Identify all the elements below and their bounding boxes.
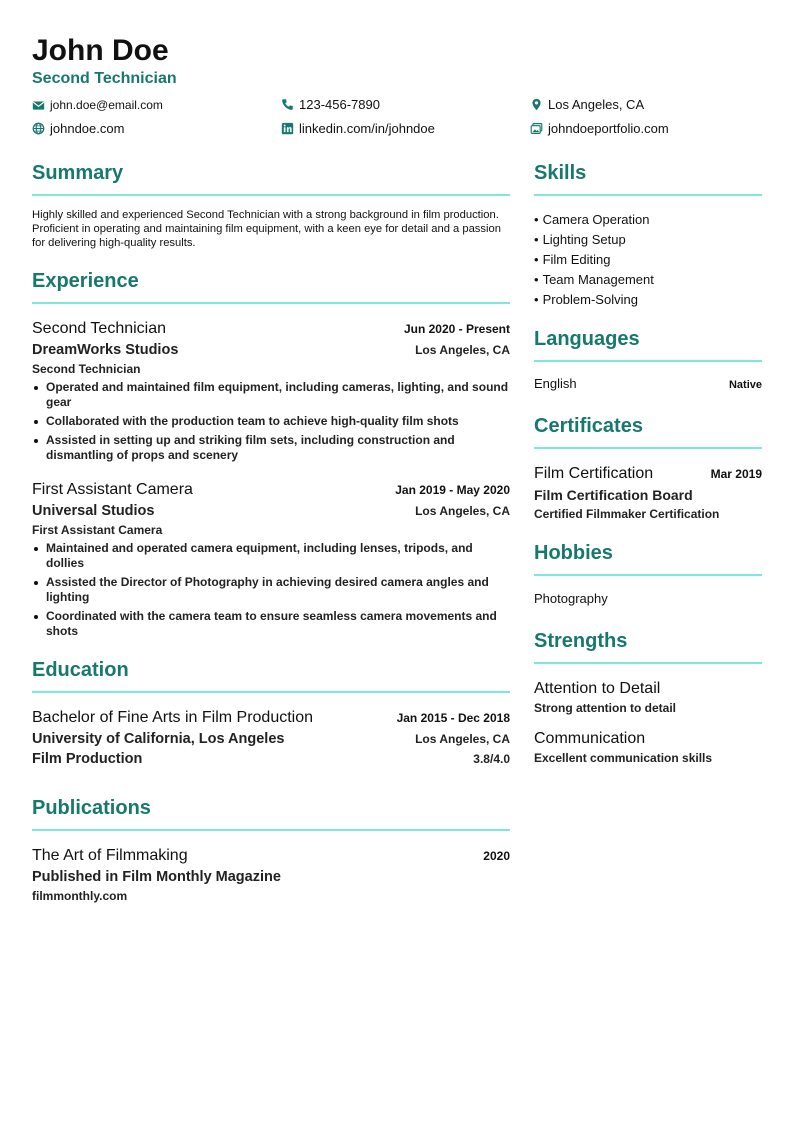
skill-item: • Lighting Setup: [534, 232, 626, 247]
strength-description: Strong attention to detail: [534, 701, 676, 715]
skill-item: • Team Management: [534, 272, 654, 287]
certificates-heading: Certificates: [534, 413, 762, 449]
job-bullets: [32, 380, 510, 463]
job-position: Second Technician: [32, 362, 141, 376]
field-of-study: Film Production: [32, 751, 143, 767]
portfolio-text: johndoeportfolio.com: [548, 121, 669, 136]
hobby-item: Photography: [534, 591, 608, 606]
job-date: Jan 2019 - May 2020: [395, 483, 510, 497]
strength-name: Attention to Detail: [534, 680, 661, 697]
linkedin-text: linkedin.com/in/johndoe: [299, 121, 435, 136]
experience-heading: Experience: [32, 268, 510, 304]
right-column: [534, 160, 762, 780]
skill-item: • Problem-Solving: [534, 292, 638, 307]
strengths-section: [534, 628, 762, 766]
skills-heading: Skills: [534, 160, 762, 196]
strengths-heading: Strengths: [534, 628, 762, 664]
skill-item: • Camera Operation: [534, 212, 650, 227]
job-bullet: Collaborated with the production team to achieve high-quality film shots: [32, 414, 510, 429]
education-date: Jan 2015 - Dec 2018: [396, 711, 510, 725]
education-heading: Education: [32, 657, 510, 693]
publication-year: 2020: [483, 849, 510, 863]
job-company: DreamWorks Studios: [32, 342, 179, 358]
contact-location: [530, 97, 644, 112]
job-position: First Assistant Camera: [32, 523, 163, 537]
job-location: Los Angeles, CA: [415, 504, 510, 518]
degree-name: Bachelor of Fine Arts in Film Production: [32, 709, 314, 726]
email-text: john.doe@email.com: [50, 98, 163, 112]
language-name: English: [534, 376, 577, 391]
language-item: [534, 376, 762, 391]
left-column: [32, 160, 510, 918]
job-title: First Assistant Camera: [32, 481, 193, 498]
school-location: Los Angeles, CA: [415, 732, 510, 746]
globe-icon: [32, 122, 45, 135]
experience-section: [32, 268, 510, 639]
job-bullet: Maintained and operated camera equipment, including lenses, tripods, and dollies: [32, 541, 510, 571]
certificate-issuer: Film Certification Board: [534, 487, 693, 503]
job-bullet: Coordinated with the camera team to ensure seamless camera movements and shots: [32, 609, 510, 639]
job-bullet: Assisted the Director of Photography in achieving desired camera angles and lighting: [32, 575, 510, 605]
summary-section: [32, 160, 510, 250]
portfolio-icon: [530, 122, 543, 135]
strength-name: Communication: [534, 730, 646, 747]
linkedin-icon: [281, 122, 294, 135]
website-text: johndoe.com: [50, 121, 125, 136]
publication-publisher: Published in Film Monthly Magazine: [32, 869, 281, 885]
phone-text: 123-456-7890: [299, 97, 380, 112]
job-company: Universal Studios: [32, 503, 155, 519]
gpa: 3.8/4.0: [473, 752, 510, 766]
job-location: Los Angeles, CA: [415, 343, 510, 357]
job-title: Second Technician: [32, 320, 167, 337]
certificates-section: [534, 413, 762, 522]
publication-title: The Art of Filmmaking: [32, 847, 188, 864]
skills-section: [534, 160, 762, 310]
language-level: Native: [728, 379, 762, 391]
location-text: Los Angeles, CA: [548, 97, 645, 112]
job-bullet: Assisted in setting up and striking film sets, including construction and dismantling of props and scenery: [32, 433, 510, 463]
hobbies-section: [534, 540, 762, 608]
experience-entry: [32, 318, 510, 463]
hobbies-heading: Hobbies: [534, 540, 762, 576]
job-date: Jun 2020 - Present: [403, 322, 510, 336]
publication-url[interactable]: filmmonthly.com: [32, 889, 128, 903]
summary-heading: Summary: [32, 160, 510, 196]
certificate-date: Mar 2019: [710, 467, 762, 481]
email-icon: [32, 99, 45, 112]
publications-heading: Publications: [32, 795, 510, 831]
job-bullet: Operated and maintained film equipment, including cameras, lighting, and sound gear: [32, 380, 510, 410]
contact-website[interactable]: [32, 121, 124, 136]
contact-linkedin[interactable]: [281, 121, 435, 136]
publications-section: [32, 795, 510, 904]
languages-heading: Languages: [534, 326, 762, 362]
contact-portfolio[interactable]: [530, 121, 669, 136]
education-section: [32, 657, 510, 769]
skill-item: • Film Editing: [534, 252, 611, 267]
job-bullets: [32, 541, 510, 639]
languages-section: [534, 326, 762, 391]
candidate-role: Second Technician: [32, 70, 177, 87]
map-pin-icon: [530, 98, 543, 111]
candidate-name: John Doe: [32, 34, 169, 67]
certificate-name: Film Certification: [534, 465, 654, 482]
contact-email[interactable]: [32, 98, 163, 112]
school-name: University of California, Los Angeles: [32, 731, 285, 747]
summary-text: Highly skilled and experienced Second Technician with a strong background in film production. Proficient in operating and maintaining film equipment, with a keen eye for detail and a passion for delivering high-quality results.: [32, 209, 501, 249]
phone-icon: [281, 98, 294, 111]
strength-description: Excellent communication skills: [534, 751, 713, 765]
certificate-description: Certified Filmmaker Certification: [534, 507, 720, 521]
experience-entry: [32, 479, 510, 639]
contact-phone[interactable]: [281, 97, 380, 112]
